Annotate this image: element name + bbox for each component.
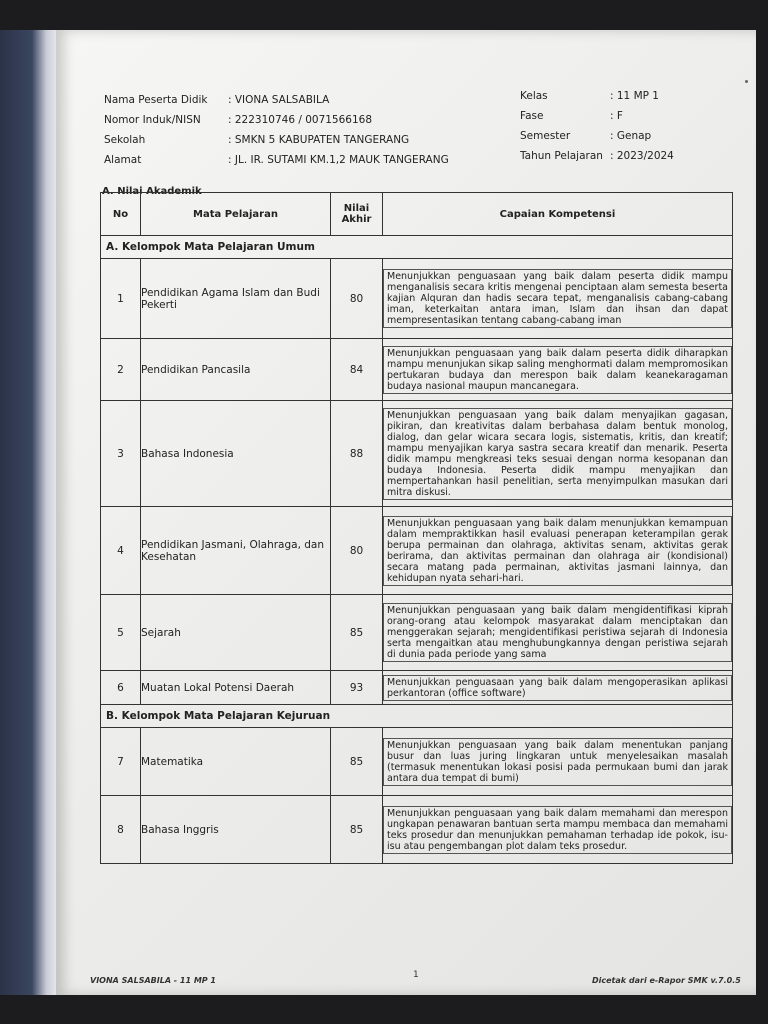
row-desc-cell (383, 728, 733, 796)
row-desc: Menunjukkan penguasaan yang baik dalam mengoperasikan aplikasi perkantoran (office software) (383, 675, 732, 701)
row-score: 85 (331, 595, 383, 671)
row-no: 6 (101, 671, 141, 705)
row-score: 80 (331, 507, 383, 595)
header-score: Nilai Akhir (331, 193, 383, 236)
row-subject: Bahasa Inggris (141, 796, 331, 864)
row-no: 3 (101, 401, 141, 507)
binder-cover (0, 30, 58, 995)
row-desc-cell (383, 259, 733, 339)
info-label: Alamat (104, 154, 142, 166)
info-label: Nama Peserta Didik (104, 94, 208, 106)
row-subject: Matematika (141, 728, 331, 796)
info-value: : SMKN 5 KABUPATEN TANGERANG (228, 134, 410, 146)
page-number: 1 (413, 970, 419, 980)
row-score: 80 (331, 259, 383, 339)
row-score: 93 (331, 671, 383, 705)
info-label: Nomor Induk/NISN (104, 114, 201, 126)
group-row (101, 705, 733, 728)
row-score: 85 (331, 796, 383, 864)
table-row (101, 728, 733, 796)
info-label: Semester (520, 130, 571, 142)
group-title: A. Kelompok Mata Pelajaran Umum (101, 236, 733, 259)
info-value: : F (610, 110, 623, 122)
row-desc: Menunjukkan penguasaan yang baik dalam menunjukkan kemampuan dalam mempraktikkan hasil evaluasi penerapan keterampilan gerak berupa permainan dan olahraga, aktivitas senam, aktivitas gerak berirama, dan aktivitas permainan dan olahraga air (kondisional) secara matang pada permainan, aktivitas jasmani lainnya, dan kehidupan nyata sehari-hari. (383, 516, 732, 586)
table-row (101, 401, 733, 507)
grades-table (100, 192, 733, 864)
row-subject: Pendidikan Pancasila (141, 339, 331, 401)
row-subject: Bahasa Indonesia (141, 401, 331, 507)
table-row (101, 339, 733, 401)
info-label: Kelas (520, 90, 548, 102)
row-desc: Menunjukkan penguasaan yang baik dalam memahami dan merespon ungkapan penawaran bantuan serta mampu membaca dan memahami teks prosedur dan menunjukkan pemahaman terhadap ide pokok, isu-isu atau pengembangan plot dalam teks prosedur. (383, 806, 732, 854)
info-label: Fase (520, 110, 544, 122)
row-desc-cell (383, 339, 733, 401)
header-subject: Mata Pelajaran (141, 193, 331, 236)
row-no: 8 (101, 796, 141, 864)
group-row (101, 236, 733, 259)
table-header-row (101, 193, 733, 236)
row-score: 88 (331, 401, 383, 507)
table-row (101, 671, 733, 705)
table-row (101, 259, 733, 339)
report-page (56, 30, 756, 995)
info-value: : JL. IR. SUTAMI KM.1,2 MAUK TANGERANG (228, 154, 449, 166)
row-desc: Menunjukkan penguasaan yang baik dalam peserta didik mampu menganalisis secara kritis mengenai penciptaan alam semesta beserta kajian Alquran dan hadis secara tepat, menganalisis cabang-cabang iman, keterkaitan antara iman, Islam dan ihsan dan dapat mempresentasikan tentang cabang-cabang iman (383, 269, 732, 328)
row-desc: Menunjukkan penguasaan yang baik dalam menyajikan gagasan, pikiran, dan kreativitas dalam berbahasa dalam bentuk monolog, dialog, dan gelar wicara secara logis, sistematis, kritis, dan kreatif; mampu menyajikan karya sastra secara kreatif dan menarik. Peserta didik mampu mengkreasi teks sesuai dengan norma kesopanan dan budaya Indonesia. Peserta didik mampu menyajikan dan mempertahankan hasil penelitian, serta menyimpulkan masukan dari mitra diskusi. (383, 408, 732, 500)
info-value: : Genap (610, 130, 652, 142)
info-label: Tahun Pelajaran (520, 150, 603, 162)
row-desc-cell (383, 507, 733, 595)
table-row (101, 507, 733, 595)
info-value: : 11 MP 1 (610, 90, 659, 102)
table-row (101, 595, 733, 671)
header-desc: Capaian Kompetensi (383, 193, 733, 236)
row-no: 1 (101, 259, 141, 339)
row-no: 4 (101, 507, 141, 595)
row-score: 85 (331, 728, 383, 796)
footer-student: VIONA SALSABILA - 11 MP 1 (90, 976, 216, 985)
section-title: A. Nilai Akademik (102, 186, 202, 197)
group-title: B. Kelompok Mata Pelajaran Kejuruan (101, 705, 733, 728)
row-desc-cell (383, 671, 733, 705)
info-value: : 222310746 / 0071566168 (228, 114, 373, 126)
row-no: 5 (101, 595, 141, 671)
info-label: Sekolah (104, 134, 146, 146)
student-info-right (520, 90, 740, 170)
footer-printed: Dicetak dari e-Rapor SMK v.7.0.5 (592, 976, 741, 985)
row-subject: Sejarah (141, 595, 331, 671)
student-info-left (104, 94, 504, 174)
row-desc-cell (383, 595, 733, 671)
row-subject: Pendidikan Agama Islam dan Budi Pekerti (141, 259, 331, 339)
page-mark (745, 80, 748, 83)
table-row (101, 796, 733, 864)
header-no: No (101, 193, 141, 236)
row-subject: Muatan Lokal Potensi Daerah (141, 671, 331, 705)
row-desc: Menunjukkan penguasaan yang baik dalam peserta didik diharapkan mampu menunjukan sikap saling menghormati dalam mempromosikan pertukaran budaya dan merespon baik dalam keanekaragaman budaya nasional maupun mancanegara. (383, 346, 732, 394)
info-value: : VIONA SALSABILA (228, 94, 330, 106)
row-desc-cell (383, 401, 733, 507)
row-desc: Menunjukkan penguasaan yang baik dalam mengidentifikasi kiprah orang-orang atau kelompok masyarakat dalam menciptakan dan menggerakan sejarah; mengidentifikasi peristiwa sejarah di Indonesia serta mengaitkan atau menghubungkannya dengan peristiwa sejarah di dunia pada periode yang sama (383, 603, 732, 662)
row-desc: Menunjukkan penguasaan yang baik dalam menentukan panjang busur dan luas juring lingkaran untuk menyelesaikan masalah (termasuk menentukan lokasi posisi pada permukaan bumi dan jarak antara dua tempat di bumi) (383, 738, 732, 786)
info-value: : 2023/2024 (610, 150, 674, 162)
row-desc-cell (383, 796, 733, 864)
row-no: 2 (101, 339, 141, 401)
row-no: 7 (101, 728, 141, 796)
row-subject: Pendidikan Jasmani, Olahraga, dan Kesehatan (141, 507, 331, 595)
row-score: 84 (331, 339, 383, 401)
